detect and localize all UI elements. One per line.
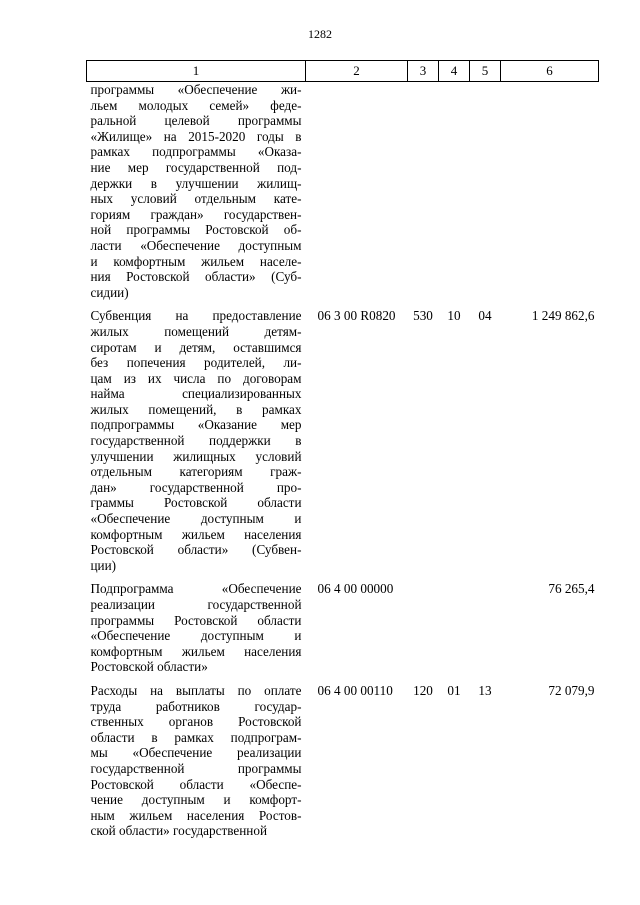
description-line: отдельным категориям граж- [90, 464, 302, 480]
description-line: чение доступным и комфорт- [90, 792, 302, 808]
page-number: 1282 [308, 27, 332, 41]
description-line: жилых помещений детям- [90, 323, 302, 339]
description-line: ние мер государственной под- [90, 159, 302, 175]
description-line: держки в улучшении жилищ- [90, 175, 302, 191]
description-line: программы «Обеспечение жи- [90, 82, 302, 97]
description-line: комфортным жильем населения [90, 526, 302, 542]
row-col-3 [408, 82, 439, 309]
column-header-6: 6 [501, 61, 599, 82]
description-line: и комфортным жильем населе- [90, 253, 302, 269]
row-amount [501, 82, 599, 309]
row-col-5: 13 [478, 682, 492, 698]
description-line: ния Ростовской области» (Суб- [90, 269, 302, 285]
description-line: ской области» государственной [90, 823, 267, 839]
description-line: «Обеспечение доступным и [90, 628, 302, 644]
description-line: области в рамках подпрограм- [90, 729, 302, 745]
description-line: ным жильем населения Ростов- [90, 807, 302, 823]
description-line: гориям граждан» государствен- [90, 206, 302, 222]
description-line: «Обеспечение доступным и [90, 511, 302, 527]
row-code: 06 3 00 R0820 [317, 308, 396, 324]
row-col-4: 01 [447, 682, 461, 698]
description-line: Расходы на выплаты по оплате [90, 682, 302, 698]
row-col-4 [439, 82, 470, 309]
description-line: реализации государственной [90, 597, 302, 612]
description-line: Субвенция на предоставление [90, 308, 302, 324]
description-line: ственных органов Ростовской [90, 714, 302, 730]
row-description [87, 308, 306, 581]
description-line: цам из их числа по договорам [90, 370, 302, 386]
column-header-1: 1 [87, 61, 306, 82]
description-line: найма специализированных [90, 386, 302, 402]
description-line: подпрограммы «Оказание мер [90, 417, 302, 433]
description-line: Ростовской области» (Субвен- [90, 542, 302, 558]
description-line: государственной программы [90, 760, 302, 776]
description-line: ции) [90, 557, 117, 573]
row-amount: 1 249 862,6 [531, 308, 595, 324]
description-line: без попечения родителей, ли- [90, 355, 302, 371]
description-line: труда работников государ- [90, 698, 302, 714]
row-code [306, 82, 408, 309]
row-amount: 76 265,4 [548, 581, 595, 597]
description-line: улучшении жилищных условий [90, 448, 302, 464]
row-col-5 [470, 581, 501, 683]
description-line: ласти «Обеспечение доступным [90, 237, 302, 253]
description-line: «Жилище» на 2015-2020 годы в [90, 128, 302, 144]
row-code: 06 4 00 00110 [317, 682, 393, 698]
table-header-row [87, 61, 599, 82]
row-amount: 72 079,9 [548, 682, 595, 698]
table-row [87, 683, 599, 847]
description-line: Ростовской области «Обеспе- [90, 776, 302, 792]
description-line: сиротам и детям, оставшимся [90, 339, 302, 355]
row-col-3: 120 [413, 682, 433, 698]
table-body [87, 82, 599, 847]
description-line: комфортным жильем населения [90, 643, 302, 659]
row-description [87, 683, 306, 847]
budget-table [86, 60, 599, 847]
description-line: дан» государственной про- [90, 479, 302, 495]
row-description [87, 581, 306, 683]
description-line: рамках подпрограммы «Оказа- [90, 144, 302, 160]
description-line: жилых помещений, в рамках [90, 401, 302, 417]
column-header-5: 5 [470, 61, 501, 82]
description-line: программы Ростовской области [90, 612, 302, 628]
description-line: ной программы Ростовской об- [90, 222, 302, 238]
table-row [87, 82, 599, 309]
column-header-4: 4 [439, 61, 470, 82]
row-col-5: 04 [478, 308, 492, 324]
table-row [87, 581, 599, 683]
column-header-2: 2 [306, 61, 408, 82]
description-line: льем молодых семей» феде- [90, 97, 302, 113]
row-col-3: 530 [413, 308, 433, 324]
row-description [87, 82, 306, 309]
row-col-3 [408, 581, 439, 683]
description-line: ральной целевой программы [90, 113, 302, 129]
row-col-5 [470, 82, 501, 309]
description-line: мы «Обеспечение реализации [90, 745, 302, 761]
row-col-4: 10 [447, 308, 461, 324]
description-line: сидии) [90, 284, 129, 300]
row-code: 06 4 00 00000 [317, 581, 394, 597]
description-line: Подпрограмма «Обеспечение [90, 581, 302, 597]
table-row [87, 308, 599, 581]
description-line: ных условий отдельным кате- [90, 191, 302, 207]
description-line: Ростовской области» [90, 659, 208, 675]
description-line: государственной поддержки в [90, 433, 302, 449]
description-line: граммы Ростовской области [90, 495, 302, 511]
column-header-3: 3 [408, 61, 439, 82]
row-col-4 [439, 581, 470, 683]
